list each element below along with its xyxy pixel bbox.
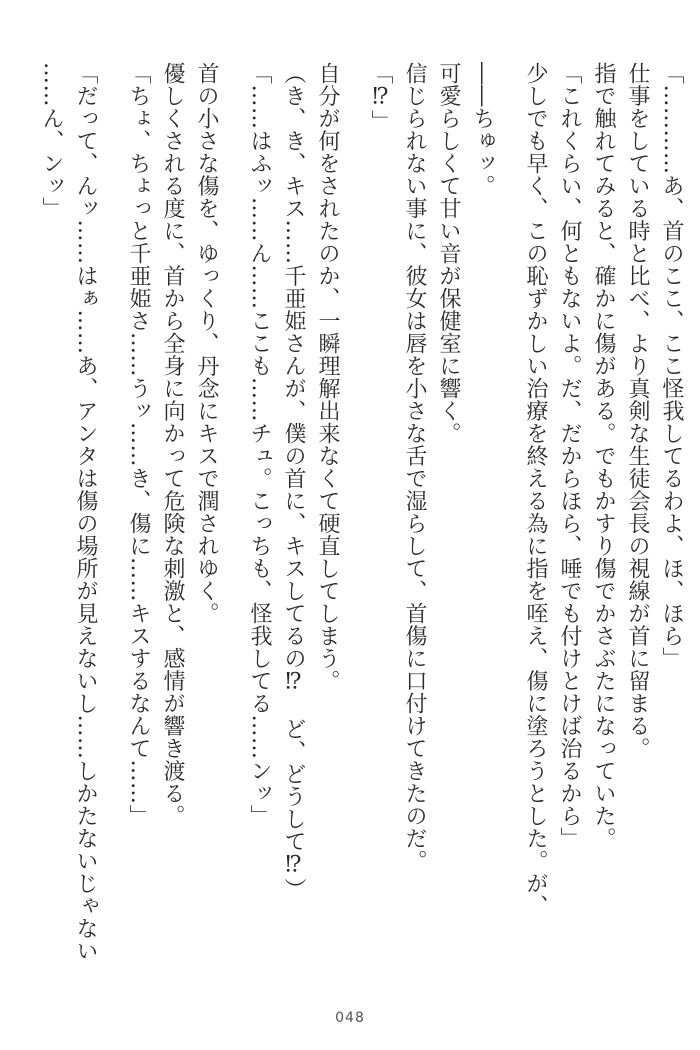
text-line: 「これくらい、何ともないよ。だ、だからほら、唾でも付けとけば治るから」	[557, 62, 582, 850]
text-line: 「…………あ、首のここ、ここ怪我してるわよ、ほ、ほら」	[659, 62, 684, 670]
text-line: ……ん、ンッ」	[39, 62, 64, 220]
page-number: 048	[335, 1010, 365, 1026]
text-line: 「ちょ、ちょっと千亜姫さ……うッ……き、傷に……キスするなんて……」	[126, 62, 151, 827]
text-line: 「⁉」	[368, 62, 393, 133]
text-line: 可愛らしくて甘い音が保健室に響く。	[436, 62, 461, 445]
text-line: 自分が何をされたのか、一瞬理解出来なくて硬直してしまう。	[315, 62, 340, 692]
vertical-text-body	[34, 62, 688, 1022]
text-line: 「……はふッ……ん……ここも……チュ。こっちも、怪我してる……ンッ」	[247, 62, 272, 827]
text-line: 「だって、んッ……はぁ……あ、アンタは傷の場所が見えないし……しかたないじゃない	[73, 62, 98, 962]
text-line: 指で触れてみると、確かに傷がある。でもかすり傷でかさぶたになっていた。	[591, 62, 616, 850]
text-line: 少しでも早く、この恥ずかしい治療を終える為に指を咥え、傷に塗ろうとした。が、	[523, 62, 548, 917]
text-line: 首の小さな傷を、ゆっくり、丹念にキスで潤されゆく。	[194, 62, 219, 625]
text-line: （き、き、キス……千亜姫さんが、僕の首に、キスしてるの⁉ ど、どうして⁉）	[281, 62, 306, 901]
text-line: 優しくされる度に、首から全身に向かって危険な刺激と、感情が響き渡る。	[160, 62, 185, 827]
text-line: ――ちゅッ。	[470, 62, 495, 197]
text-line: 仕事をしている時と比べ、より真剣な生徒会長の視線が首に留まる。	[625, 62, 650, 760]
text-line: 信じられない事に、彼女は唇を小さな舌で湿らして、首傷に口付けてきたのだ。	[402, 62, 427, 872]
